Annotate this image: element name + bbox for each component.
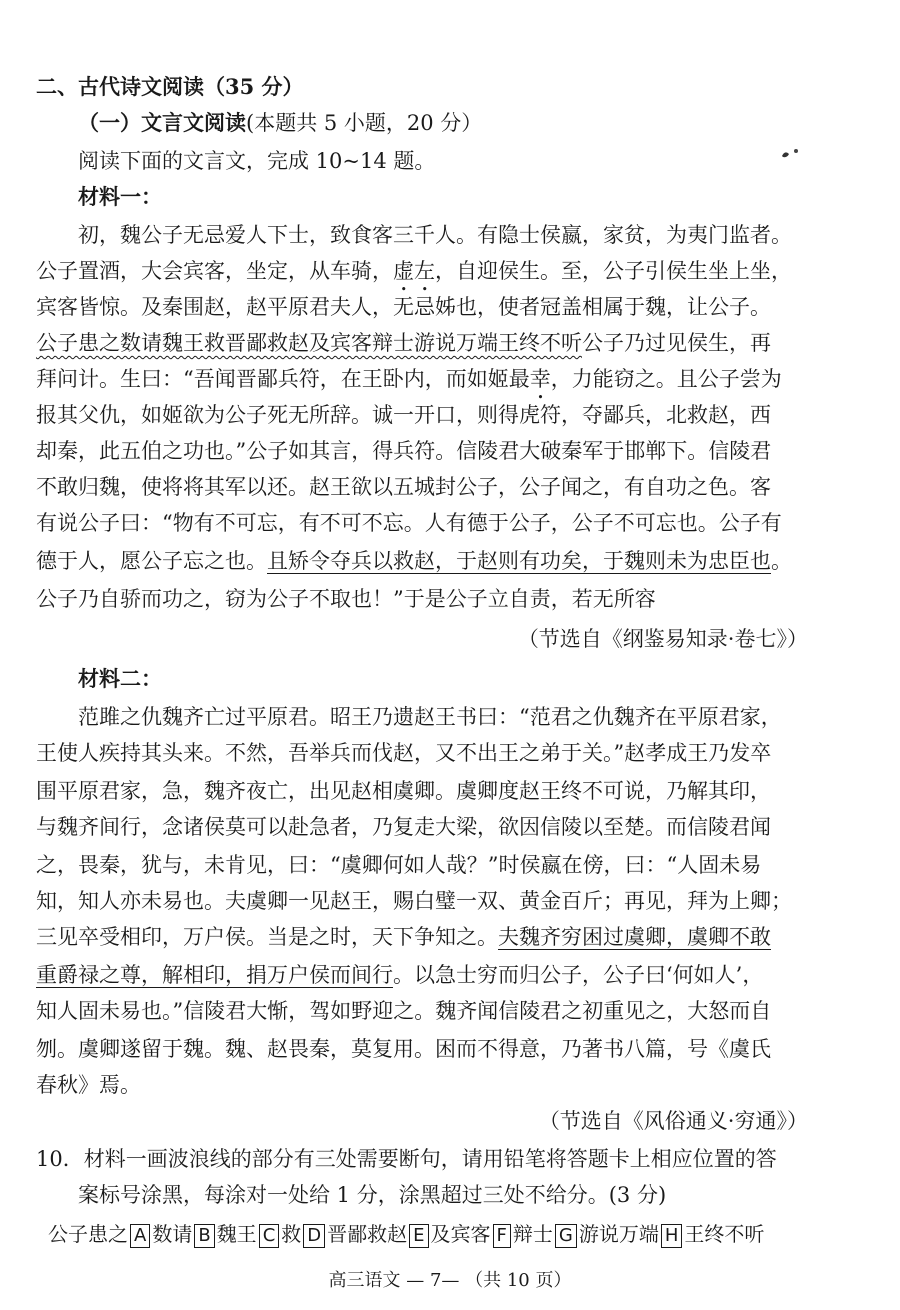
m1-line-9: 有说公子曰：“物有不可忘，有不可不忘。人有德于公子，公子不可忘也。公子有 xyxy=(36,511,782,535)
segment: 公子患之 xyxy=(48,1222,128,1246)
question10-line1: 10．材料一画波浪线的部分有三处需要断句，请用铅笔将答题卡上相应位置的答 xyxy=(36,1147,777,1171)
m1-line-2c: ，自迎侯生。至，公子引侯生坐上坐， xyxy=(435,259,792,283)
m1-line-7: 却秦，此五伯之功也。”公子如其言，得兵符。信陵君大破秦军于邯郸下。信陵君 xyxy=(36,439,772,463)
material1-source: （节选自《纲鉴易知录·卷七》） xyxy=(517,627,808,651)
m2-line-4: 与魏齐间行，念诸侯莫可以赴急者，乃复走大梁，欲因信陵以至楚。而信陵君闻 xyxy=(36,815,771,839)
m1-line-11: 公子乃自骄而功之，窃为公子不取也！”于是公子立自责，若无所容 xyxy=(36,587,656,611)
m1-emph-xing: 幸 xyxy=(529,367,551,391)
option-box-f[interactable]: F xyxy=(493,1224,511,1248)
option-box-c[interactable]: C xyxy=(259,1224,280,1248)
segment: 辩士 xyxy=(512,1222,553,1246)
m2-line-11: 春秋》焉。 xyxy=(36,1073,141,1097)
subsection-heading xyxy=(78,108,482,138)
subsection-title: （一）文言文阅读 xyxy=(78,110,246,135)
question10-line2: 案标号涂黑，每涂对一处给 1 分，涂黑超过三处不给分。(3 分) xyxy=(78,1183,667,1207)
m2-line-3: 围平原君家，急，魏齐夜亡，出见赵相虞卿。虞卿度赵王终不可说，乃解其印， xyxy=(36,779,771,803)
m1-emph-xuzuo: 虚左 xyxy=(393,259,435,283)
material2-source: （节选自《风俗通义·穷通》） xyxy=(538,1109,808,1133)
m2-line-5: 之，畏秦，犹与，未肯见，曰：“虞卿何如人哉？”时侯嬴在傍，曰：“人固未易 xyxy=(36,853,762,877)
material2-label: 材料二： xyxy=(78,666,162,691)
m2-line-10: 刎。虞卿遂留于魏。魏、赵畏秦，莫复用。困而不得意，乃著书八篇，号《虞氏 xyxy=(36,1037,771,1061)
segment: 魏王 xyxy=(216,1222,257,1246)
option-box-a[interactable]: A xyxy=(130,1224,150,1248)
m1-line-4-rest: 公子乃过见侯生，再 xyxy=(582,331,771,355)
segment: 数请 xyxy=(152,1222,193,1246)
option-box-e[interactable]: E xyxy=(409,1224,428,1248)
option-box-g[interactable]: G xyxy=(555,1224,577,1248)
m1-line-2 xyxy=(36,256,792,296)
option-box-b[interactable]: B xyxy=(194,1224,214,1248)
m1-line-10a: 德于人，愿公子忘之也。 xyxy=(36,549,267,573)
segment: 游说万端 xyxy=(578,1222,659,1246)
page-footer: 高三语文 — 7— （共 10 页） xyxy=(328,1270,572,1291)
m1-line-10 xyxy=(36,546,792,576)
m2-line-7a: 三见卒受相印，万户侯。当是之时，天下争知之。 xyxy=(36,925,498,949)
m2-underlined-part1: 夫魏齐穷困过虞卿，虞卿不敢 xyxy=(498,925,771,949)
m2-underlined-part2: 重爵禄之尊，解相印，捐万户侯而间行 xyxy=(36,963,393,987)
option-box-h[interactable]: H xyxy=(661,1224,683,1248)
option-box-d[interactable]: D xyxy=(303,1224,325,1248)
m2-line-9: 知人固未易也。”信陵君大惭，驾如野迎之。魏齐闻信陵君之初重见之，大怒而自 xyxy=(36,999,772,1023)
instruction: 阅读下面的文言文，完成 10~14 题。 xyxy=(78,149,436,173)
m1-underlined-sentence: 且矫令夺兵以救赵，于赵则有功矣，于魏则未为忠臣也 xyxy=(267,549,771,573)
m2-line-8 xyxy=(36,960,763,990)
m1-line-2a: 公子置酒，大会宾客，坐定，从车骑， xyxy=(36,259,393,283)
m1-line-5 xyxy=(36,364,782,404)
m1-line-10b: 。 xyxy=(771,549,792,573)
break-options-row xyxy=(48,1220,764,1248)
segment: 王终不听 xyxy=(684,1222,765,1246)
m2-line-1: 范雎之仇魏齐亡过平原君。昭王乃遗赵王书曰：“范君之仇魏齐在平原君家， xyxy=(78,705,782,729)
m1-line-3: 宾客皆惊。及秦围赵，赵平原君夫人，无忌姊也，使者冠盖相属于魏，让公子。 xyxy=(36,295,771,319)
material1-label: 材料一： xyxy=(78,184,162,209)
m1-wavy-passage: 公子患之数请魏王救晋鄙救赵及宾客辩士游说万端王终不听 xyxy=(36,331,582,355)
m1-line-5a: 拜问计。生曰：“吾闻晋鄙兵符，在王卧内，而如姬最 xyxy=(36,367,530,391)
ink-mark xyxy=(780,146,802,160)
m2-line-2: 王使人疾持其头来。不然，吾举兵而伐赵，又不出王之弟于关。”赵孝成王乃发卒 xyxy=(36,741,772,765)
m2-line-8b: 。以急士穷而归公子，公子曰‘何如人’， xyxy=(393,963,764,987)
m1-line-5c: ，力能窃之。且公子尝为 xyxy=(550,367,782,391)
m2-line-6: 知，知人亦未易也。夫虞卿一见赵王，赐白璧一双、黄金百斤；再见，拜为上卿； xyxy=(36,889,792,913)
m1-line-4 xyxy=(36,328,771,358)
subsection-note: (本题共 5 小题，20 分） xyxy=(246,111,483,135)
m1-line-8: 不敢归魏，使将将其军以还。赵王欲以五城封公子，公子闻之，有自功之色。客 xyxy=(36,475,771,499)
segment: 救 xyxy=(281,1222,302,1246)
m1-line-6: 报其父仇，如姬欲为公子死无所辞。诚一开口，则得虎符，夺鄙兵，北救赵，西 xyxy=(36,403,771,427)
segment: 及宾客 xyxy=(430,1222,491,1246)
m2-line-7 xyxy=(36,922,771,952)
section-heading: 二、古代诗文阅读（35 分） xyxy=(36,74,304,99)
m1-line-1: 初，魏公子无忌爱人下士，致食客三千人。有隐士侯嬴，家贫，为夷门监者。 xyxy=(78,223,792,247)
segment: 晋鄙救赵 xyxy=(327,1222,408,1246)
